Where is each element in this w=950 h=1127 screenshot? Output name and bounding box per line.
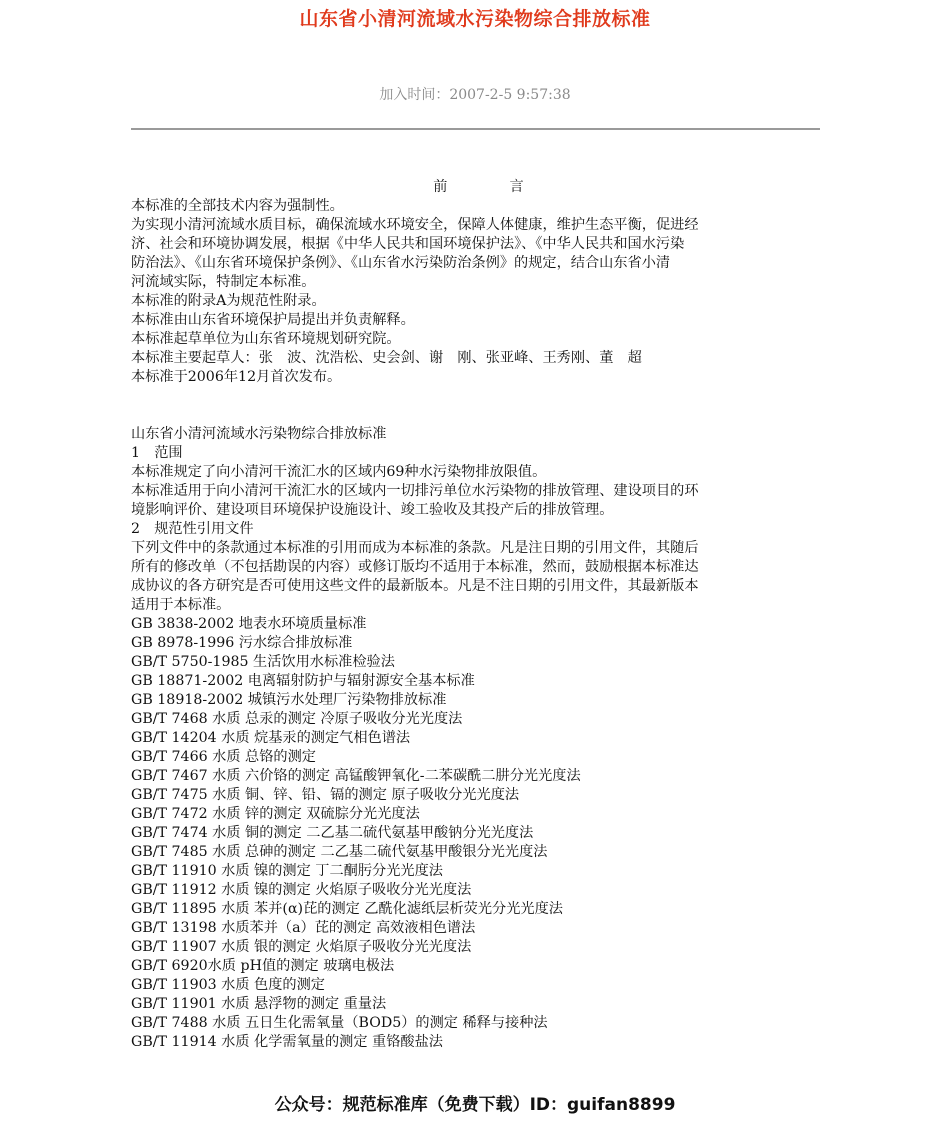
text-line: GB/T 5750-1985 生活饮用水标准检验法 <box>131 654 395 670</box>
text-line: 河流域实际，特制定本标准。 <box>131 274 316 290</box>
text-line: 1 范围 <box>131 445 183 461</box>
text-line: 防治法》、《山东省环境保护条例》、《山东省水污染防治条例》的规定，结合山东省小清 <box>131 255 671 271</box>
preface-heading-char-1: 前 <box>433 179 448 195</box>
text-line: GB/T 7467 水质 六价铬的测定 高锰酸钾氧化-二苯碳酰二肼分光光度法 <box>131 768 581 784</box>
text-line: 本标准于2006年12月首次发布。 <box>131 369 342 385</box>
text-line: GB/T 7475 水质 铜、锌、铅、镉的测定 原子吸收分光光度法 <box>131 787 520 803</box>
text-line: 为实现小清河流域水质目标，确保流域水环境安全，保障人体健康，维护生态平衡，促进经 <box>131 217 699 233</box>
text-line: GB 18871-2002 电离辐射防护与辐射源安全基本标准 <box>131 673 475 689</box>
text-line: GB/T 7485 水质 总砷的测定 二乙基二硫代氨基甲酸银分光光度法 <box>131 844 548 860</box>
text-line: GB/T 7466 水质 总铬的测定 <box>131 749 316 765</box>
document-content <box>131 178 811 1052</box>
text-line: 2 规范性引用文件 <box>131 521 254 537</box>
text-line: GB/T 13198 水质苯并（a）芘的测定 高效液相色谱法 <box>131 920 476 936</box>
preface-heading <box>131 178 811 197</box>
text-line: 下列文件中的条款通过本标准的引用而成为本标准的条款。凡是注日期的引用文件，其随后 <box>131 540 699 556</box>
text-line: GB 18918-2002 城镇污水处理厂污染物排放标准 <box>131 692 447 708</box>
text-line: 本标准规定了向小清河干流汇水的区域内69种水污染物排放限值。 <box>131 464 547 480</box>
divider <box>131 128 820 130</box>
preface-paragraphs <box>131 197 811 387</box>
text-line: 本标准的全部技术内容为强制性。 <box>131 198 344 214</box>
footer-notice: 公众号：规范标准库（免费下载）ID：guifan8899 <box>274 1095 676 1115</box>
text-line: 本标准主要起草人：张 波、沈浩松、史会剑、谢 刚、张亚峰、王秀刚、董 超 <box>131 350 642 366</box>
text-line: GB/T 11910 水质 镍的测定 丁二酮肟分光光度法 <box>131 863 443 879</box>
text-line: GB/T 6920水质 pH值的测定 玻璃电极法 <box>131 958 395 974</box>
body-paragraphs <box>131 425 811 1052</box>
preface-heading-char-2: 言 <box>509 179 524 195</box>
text-line: 本标准起草单位为山东省环境规划研究院。 <box>131 331 401 347</box>
text-line: GB/T 7488 水质 五日生化需氧量（BOD5）的测定 稀释与接种法 <box>131 1015 548 1031</box>
text-line: 所有的修改单（不包括勘误的内容）或修订版均不适用于本标准，然而，鼓励根据本标准达 <box>131 559 699 575</box>
text-line: GB 3838-2002 地表水环境质量标准 <box>131 616 367 632</box>
text-line: 本标准的附录A为规范性附录。 <box>131 293 326 309</box>
text-line: GB/T 11914 水质 化学需氧量的测定 重铬酸盐法 <box>131 1034 443 1050</box>
text-line: 境影响评价、建设项目环境保护设施设计、竣工验收及其投产后的排放管理。 <box>131 502 614 518</box>
text-line: GB/T 11903 水质 色度的测定 <box>131 977 325 993</box>
text-line: GB/T 7474 水质 铜的测定 二乙基二硫代氨基甲酸钠分光光度法 <box>131 825 534 841</box>
text-line: GB 8978-1996 污水综合排放标准 <box>131 635 353 651</box>
text-line: 本标准适用于向小清河干流汇水的区域内一切排污单位水污染物的排放管理、建设项目的环 <box>131 483 699 499</box>
text-line: GB/T 11912 水质 镍的测定 火焰原子吸收分光光度法 <box>131 882 472 898</box>
page-title: 山东省小清河流域水污染物综合排放标准 <box>299 8 651 30</box>
text-line: GB/T 11907 水质 银的测定 火焰原子吸收分光光度法 <box>131 939 472 955</box>
text-line: GB/T 11895 水质 苯并(α)芘的测定 乙酰化滤纸层析荧光分光光度法 <box>131 901 563 917</box>
text-line: 适用于本标准。 <box>131 597 231 613</box>
text-line: 济、社会和环境协调发展，根据《中华人民共和国环境保护法》、《中华人民共和国水污染 <box>131 236 685 252</box>
text-line: 山东省小清河流域水污染物综合排放标准 <box>131 426 387 442</box>
text-line: GB/T 7472 水质 锌的测定 双硫腙分光光度法 <box>131 806 420 822</box>
added-time: 加入时间：2007-2-5 9:57:38 <box>379 87 571 103</box>
text-line: GB/T 11901 水质 悬浮物的测定 重量法 <box>131 996 387 1012</box>
text-line: GB/T 7468 水质 总汞的测定 冷原子吸收分光光度法 <box>131 711 463 727</box>
text-line: 成协议的各方研究是否可使用这些文件的最新版本。凡是不注日期的引用文件，其最新版本 <box>131 578 699 594</box>
text-line: 本标准由山东省环境保护局提出并负责解释。 <box>131 312 415 328</box>
text-line: GB/T 14204 水质 烷基汞的测定气相色谱法 <box>131 730 411 746</box>
